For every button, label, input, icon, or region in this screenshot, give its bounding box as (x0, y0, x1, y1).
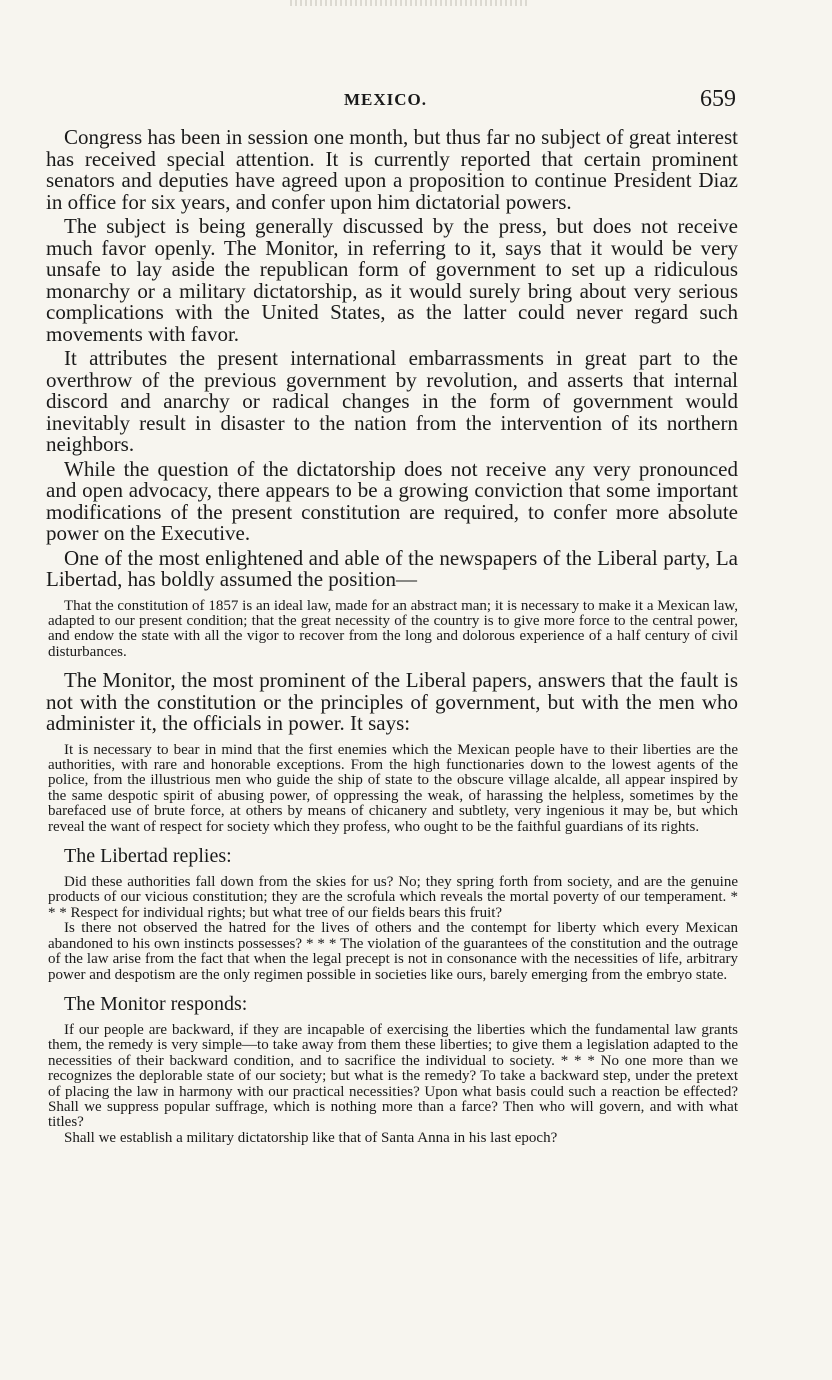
quote-paragraph: Is there not observed the hatred for the lives of others and the contempt for liberty which every Mexican abandoned to his own instincts possesses? * * * The violation of the guarantees of the constitution and the outrage of the law arise from the fact that when the legal precept is not in consonance with the necessities of life, arbitrary power and despotism are the only regimen possible in societies like ours, barely emerging from the embryo state. (48, 920, 738, 983)
scan-artifact (290, 0, 530, 6)
running-title: MEXICO. (344, 90, 428, 109)
section-lead: The Libertad replies: (64, 845, 232, 868)
paragraph: It attributes the present international embarrassments in great part to the overthrow of the previous government by revolution, and asserts that internal discord and anarchy or radical changes in the form of government would inevitably result in disaster to the nation from the intervention of its northern neighbors. (46, 346, 738, 456)
quote-paragraph: That the constitution of 1857 is an ideal law, made for an abstract man; it is necessary to make it a Mexican law, adapted to our present condition; that the great necessity of the country is to give more force to the central power, and endow the state with all the vigor to recover from the long and dolorous experience of a half century of civil disturbances. (48, 597, 738, 660)
block-quote (46, 875, 738, 983)
quote-paragraph: Did these authorities fall down from the skies for us? No; they spring forth from society, and are the genuine products of our vicious constitution; they are the scrofula which reveals the mortal poverty of our temperament. * * * Respect for individual rights; but what tree of our fields bears this fruit? (48, 874, 738, 921)
quote-paragraph: If our people are backward, if they are incapable of exercising the liberties which the fundamental law grants them, the remedy is very simple—to take away from them these liberties; to give them a legislation adapted to the necessities of their backward condition, and to sacrifice the individual to society. * * * No one more than we recognizes the deplorable state of our society; but what is the remedy? To take a backward step, under the pretext of placing the law in harmony with our practical necessities? Upon what basis could such a reaction be effected? Shall we suppress popular suffrage, which is nothing more than a farce? Then who will govern, and with what titles? (48, 1021, 738, 1131)
paragraph: The subject is being generally discussed by the press, but does not receive much favor openly. The Monitor, in referring to it, says that it would be very unsafe to lay aside the republican form of government to set up a ridiculous monarchy or a military dictatorship, as it would surely bring about very serious complications with the United States, as the latter could never regard such movements with favor. (46, 214, 738, 346)
paragraph: One of the most enlightened and able of the newspapers of the Liberal party, La Libertad, has boldly assumed the position— (46, 545, 738, 591)
paragraph: While the question of the dictatorship does not receive any very pronounced and open advocacy, there appears to be a growing conviction that some important modifications of the present constitution are required, to confer more absolute power on the Executive. (46, 456, 738, 545)
section-lead: The Monitor responds: (64, 992, 248, 1015)
page-header (46, 86, 738, 116)
page-body (46, 127, 738, 1156)
block-quote (46, 599, 738, 661)
paragraph: The Monitor, the most prominent of the Liberal papers, answers that the fault is not with the constitution or the principles of government, but with the men who administer it, the officials in power. It says: (46, 668, 738, 736)
block-quote (46, 743, 738, 835)
block-quote (46, 1023, 738, 1146)
quote-paragraph: Shall we establish a military dictatorship like that of Santa Anna in his last epoch? (64, 1129, 558, 1146)
quote-paragraph: It is necessary to bear in mind that the first enemies which the Mexican people have to their liberties are the authorities, with rare and honorable exceptions. From the high functionaries down to the lowest agents of the police, from the illustrious men who guide the ship of state to the obscure village alcalde, all appear inspired by the same despotic spirit of abusing power, of oppressing the weak, of harassing the helpless, sometimes by the barefaced use of brute force, at others by means of chicanery and subtlety, very ingenious it may be, but which reveal the want of respect for society which they profess, who ought to be the faithful guardians of its rights. (48, 741, 738, 835)
paragraph: Congress has been in session one month, but thus far no subject of great interest has received special attention. It is currently reported that certain prominent senators and deputies have agreed upon a proposition to continue President Diaz in office for six years, and confer upon him dictatorial powers. (46, 125, 738, 214)
page-number: 659 (700, 86, 736, 112)
